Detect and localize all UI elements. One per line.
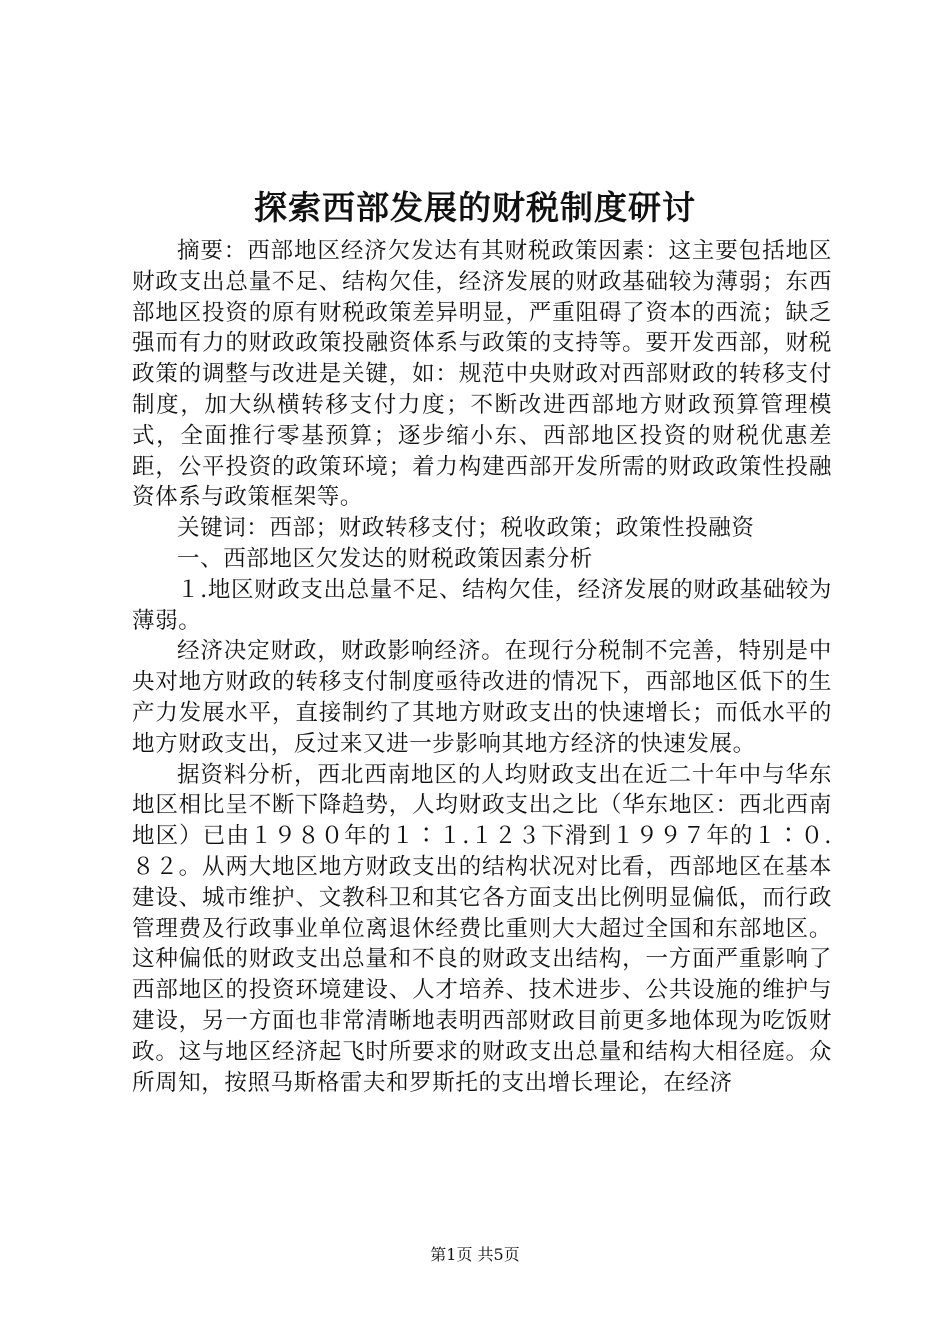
keywords-paragraph: 关键词：西部；财政转移支付；税收政策；政策性投融资 (177, 515, 755, 542)
abstract-paragraph: 摘要：西部地区经济欠发达有其财税政策因素：这主要包括地区财政支出总量不足、结构欠佳，经济发展的财政基础较为薄弱；东西部地区投资的原有财税政策差异明显，严重阻碍了资本的西流；缺乏强而有力的财政政策投融资体系与政策的支持等。要开发西部，财税政策的调整与改进是关键，如：规范中央财政对西部财政的转移支付制度，加大纵横转移支付力度；不断改进西部地方财政预算管理模式，全面推行零基预算；逐步缩小东、西部地区投资的财税优惠差距，公平投资的政策环境；着力构建西部开发所需的财政政策性投融资体系与政策框架等。 (132, 238, 832, 511)
body-paragraph: 据资料分析，西北西南地区的人均财政支出在近二十年中与华东地区相比呈不断下降趋势，人均财政支出之比（华东地区：西北西南地区）已由１９８０年的１∶１.１２３下滑到１９９７年的１∶０.８２。从两大地区地方财政支出的结构状况对比看，西部地区在基本建设、城市维护、文教科卫和其它各方面支出比例明显偏低，而行政管理费及行政事业单位离退休经费比重则大大超过全国和东部地区。这种偏低的财政支出总量和不良的财政支出结构，一方面严重影响了西部地区的投资环境建设、人才培养、技术进步、公共设施的维护与建设，另一方面也非常清晰地表明西部财政目前更多地体现为吃饭财政。这与地区经济起飞时所要求的财政支出总量和结构大相径庭。众所周知，按照马斯格雷夫和罗斯托的支出增长理论，在经济 (132, 761, 832, 1096)
page-number-footer: 第1页 共5页 (430, 1245, 520, 1264)
document-title: 探索西部发展的财税制度研讨 (254, 188, 696, 227)
document-body (132, 236, 832, 1098)
subsection-heading: １.地区财政支出总量不足、结构欠佳，经济发展的财政基础较为薄弱。 (132, 576, 832, 634)
body-paragraph: 经济决定财政，财政影响经济。在现行分税制不完善，特别是中央对地方财政的转移支付制度亟待改进的情况下，西部地区低下的生产力发展水平，直接制约了其地方财政支出的快速增长；而低水平的地方财政支出，反过来又进一步影响其地方经济的快速发展。 (132, 638, 832, 757)
section-heading: 一、西部地区欠发达的财税政策因素分析 (177, 545, 593, 572)
